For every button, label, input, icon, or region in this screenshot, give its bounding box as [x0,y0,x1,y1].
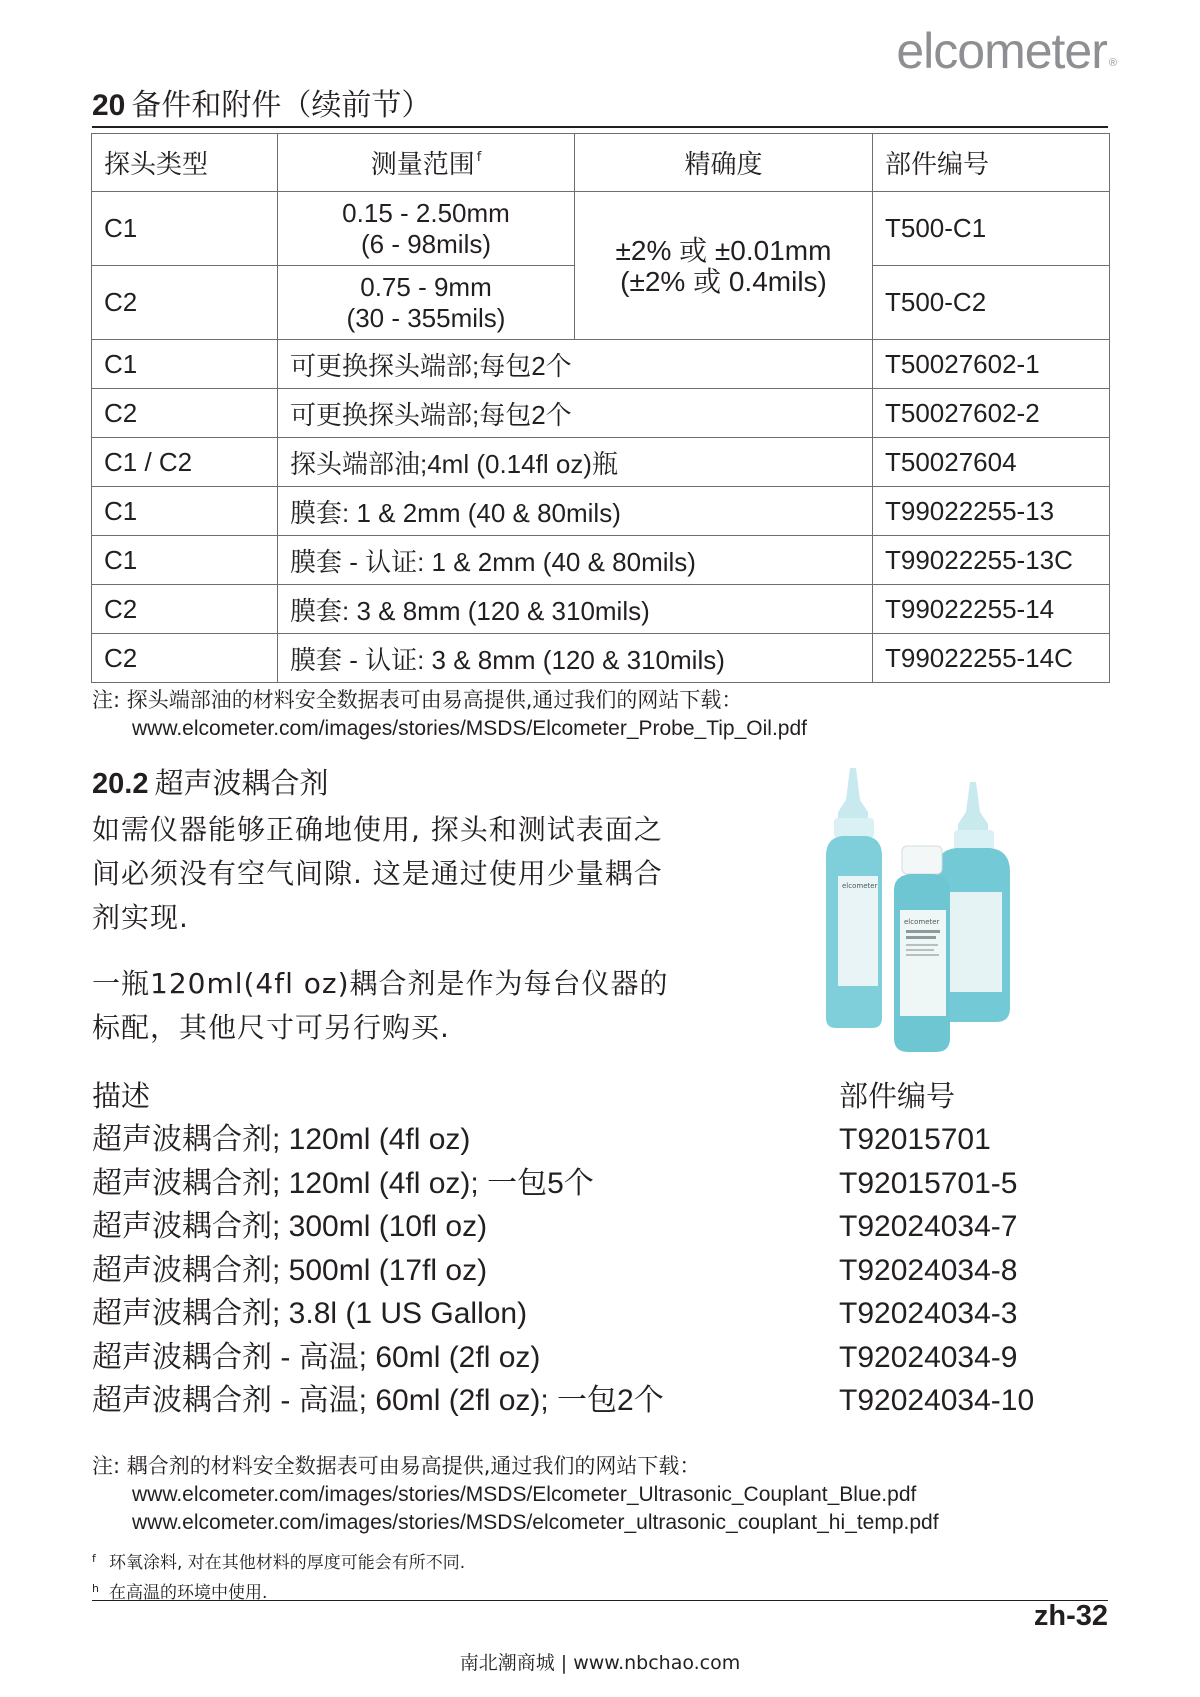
item-part-number: T92024034-3 [839,1297,1018,1330]
subsection-title: 超声波耦合剂 [154,766,329,800]
item-description: 超声波耦合剂 - 高温; 60ml (2fl oz) [92,1340,541,1374]
couplant-bottles-image [820,760,1030,1060]
item-description: 超声波耦合剂; 120ml (4fl oz); 一包5个 [92,1166,594,1200]
part-number-cell: T99022255-13C [873,536,1110,585]
table-row [92,340,1110,389]
footnotes [92,1546,465,1606]
part-number-cell: T99022255-14C [873,634,1110,683]
section-title [92,86,1108,128]
bottle-brand: elcometer [842,882,878,890]
description-cell: 膜套: 3 & 8mm (120 & 310mils) [278,585,873,634]
header-measurement-range [278,134,575,192]
description-cell: 膜套: 1 & 2mm (40 & 80mils) [278,487,873,536]
footnote-mark: f [92,1552,96,1565]
list-item [92,1379,1092,1423]
section-number: 20 [92,89,126,122]
footnote-f [92,1546,465,1576]
item-part-number: T92015701 [839,1123,991,1156]
item-description: 超声波耦合剂; 300ml (10fl oz) [92,1210,488,1243]
item-description: 超声波耦合剂; 120ml (4fl oz) [92,1123,471,1156]
note-text: 注: 耦合剂的材料安全数据表可由易高提供,通过我们的网站下载： [92,1454,701,1478]
part-number-cell: T99022255-13 [873,487,1110,536]
large-bottle-left [826,768,882,1028]
elcometer-logo [896,22,1116,80]
header-part-number: 部件编号 [873,134,1110,192]
list-item [92,1249,1092,1293]
list-header-description: 描述 [92,1079,151,1113]
header-probe-type: 探头类型 [92,134,278,192]
probe-oil-msds-note [92,686,1102,743]
accuracy-cell [575,192,873,340]
paragraph-line: 标配，其他尺寸可另行购买. [92,1011,450,1044]
list-item [92,1292,1092,1336]
site-watermark: 南北潮商城 | www.nbchao.com [459,1652,741,1674]
small-bottle-brand: elcometer [904,918,940,926]
part-number-cell: T500-C1 [873,192,1110,266]
paragraph-line: 间必须没有空气间隙. 这是通过使用少量耦合 [92,857,663,890]
probe-type-cell: C1 [92,536,278,585]
couplant-list [92,1118,1092,1423]
description-cell: 膜套 - 认证: 1 & 2mm (40 & 80mils) [278,536,873,585]
msds-link-hi-temp[interactable]: www.elcometer.com/images/stories/MSDS/elcometer_ultrasonic_couplant_hi_temp.pdf [132,1511,939,1534]
part-number-cell: T50027602-1 [873,340,1110,389]
table-row [92,389,1110,438]
logo-text: elcometer [896,23,1107,79]
msds-link-blue[interactable]: www.elcometer.com/images/stories/MSDS/Elcometer_Ultrasonic_Couplant_Blue.pdf [132,1483,917,1506]
footnote-mark-f: f [476,150,482,165]
paragraph-line: 如需仪器能够正确地使用, 探头和测试表面之 [92,813,663,846]
probe-type-cell: C1 [92,487,278,536]
description-cell: 可更换探头端部;每包2个 [278,340,873,389]
couplant-standard-paragraph [92,962,732,1050]
probe-type-cell: C1 / C2 [92,438,278,487]
footnote-mark: h [92,1582,99,1595]
probe-type-cell: C2 [92,585,278,634]
table-row [92,192,1110,266]
probe-type-cell: C1 [92,340,278,389]
table-row [92,487,1110,536]
probe-type-cell: C2 [92,266,278,340]
description-cell: 膜套 - 认证: 3 & 8mm (120 & 310mils) [278,634,873,683]
table-header-row [92,134,1110,192]
small-bottle-front [894,846,950,1052]
list-item [92,1118,1092,1162]
probe-type-cell: C1 [92,192,278,266]
accuracy-mils: (±2% 或 0.4mils) [620,265,827,297]
item-description: 超声波耦合剂; 3.8l (1 US Gallon) [92,1297,528,1330]
footnote-text: 环氧涂料, 对在其他材料的厚度可能会有所不同. [109,1553,466,1573]
list-item [92,1162,1092,1206]
table-row [92,536,1110,585]
item-part-number: T92024034-8 [839,1253,1018,1287]
note-text: 注: 探头端部油的材料安全数据表可由易高提供,通过我们的网站下载： [92,688,743,712]
part-number-cell: T500-C2 [873,266,1110,340]
description-cell: 探头端部油;4ml (0.14fl oz)瓶 [278,438,873,487]
range-cell [278,266,575,340]
header-range-label: 测量范围 [370,150,475,180]
item-part-number: T92024034-9 [839,1340,1018,1374]
item-part-number: T92024034-7 [839,1210,1018,1243]
footnote-text: 在高温的环境中使用. [109,1583,268,1603]
couplant-intro-paragraph [92,808,732,940]
range-cell [278,192,575,266]
footnote-h [92,1576,465,1606]
section-title-text: 备件和附件（续前节） [131,88,432,123]
range-mils: (30 - 355mils) [346,302,506,333]
probe-type-cell: C2 [92,389,278,438]
list-item [92,1205,1092,1249]
item-part-number: T92015701-5 [839,1166,1018,1200]
item-description: 超声波耦合剂 - 高温; 60ml (2fl oz); 一包2个 [92,1384,664,1417]
item-part-number: T92024034-10 [839,1384,1035,1417]
part-number-cell: T50027604 [873,438,1110,487]
range-mils: (6 - 98mils) [360,228,491,259]
subsection-number: 20.2 [92,768,149,800]
list-item [92,1336,1092,1380]
list-header-part-number: 部件编号 [839,1079,956,1113]
paragraph-line: 剂实现. [92,901,189,934]
paragraph-line: 一瓶120ml(4fl oz)耦合剂是作为每台仪器的 [92,967,669,1000]
msds-link[interactable]: www.elcometer.com/images/stories/MSDS/Elcometer_Probe_Tip_Oil.pdf [132,717,807,740]
table-row [92,585,1110,634]
part-number-cell: T50027602-2 [873,389,1110,438]
table-row [92,438,1110,487]
part-number-cell: T99022255-14 [873,585,1110,634]
header-accuracy: 精确度 [575,134,873,192]
table-row [92,634,1110,683]
spare-parts-table [91,133,1110,683]
couplant-heading [92,765,328,802]
probe-type-cell: C2 [92,634,278,683]
range-mm: 0.75 - 9mm [360,271,492,302]
range-mm: 0.15 - 2.50mm [342,197,510,228]
footer-divider [92,1600,1108,1601]
item-description: 超声波耦合剂; 500ml (17fl oz) [92,1253,488,1287]
registered-mark: ® [1108,57,1116,69]
couplant-msds-note [92,1452,1102,1537]
description-cell: 可更换探头端部;每包2个 [278,389,873,438]
page-number: zh-32 [1033,1600,1108,1632]
accuracy-mm: ±2% 或 ±0.01mm [615,234,832,266]
